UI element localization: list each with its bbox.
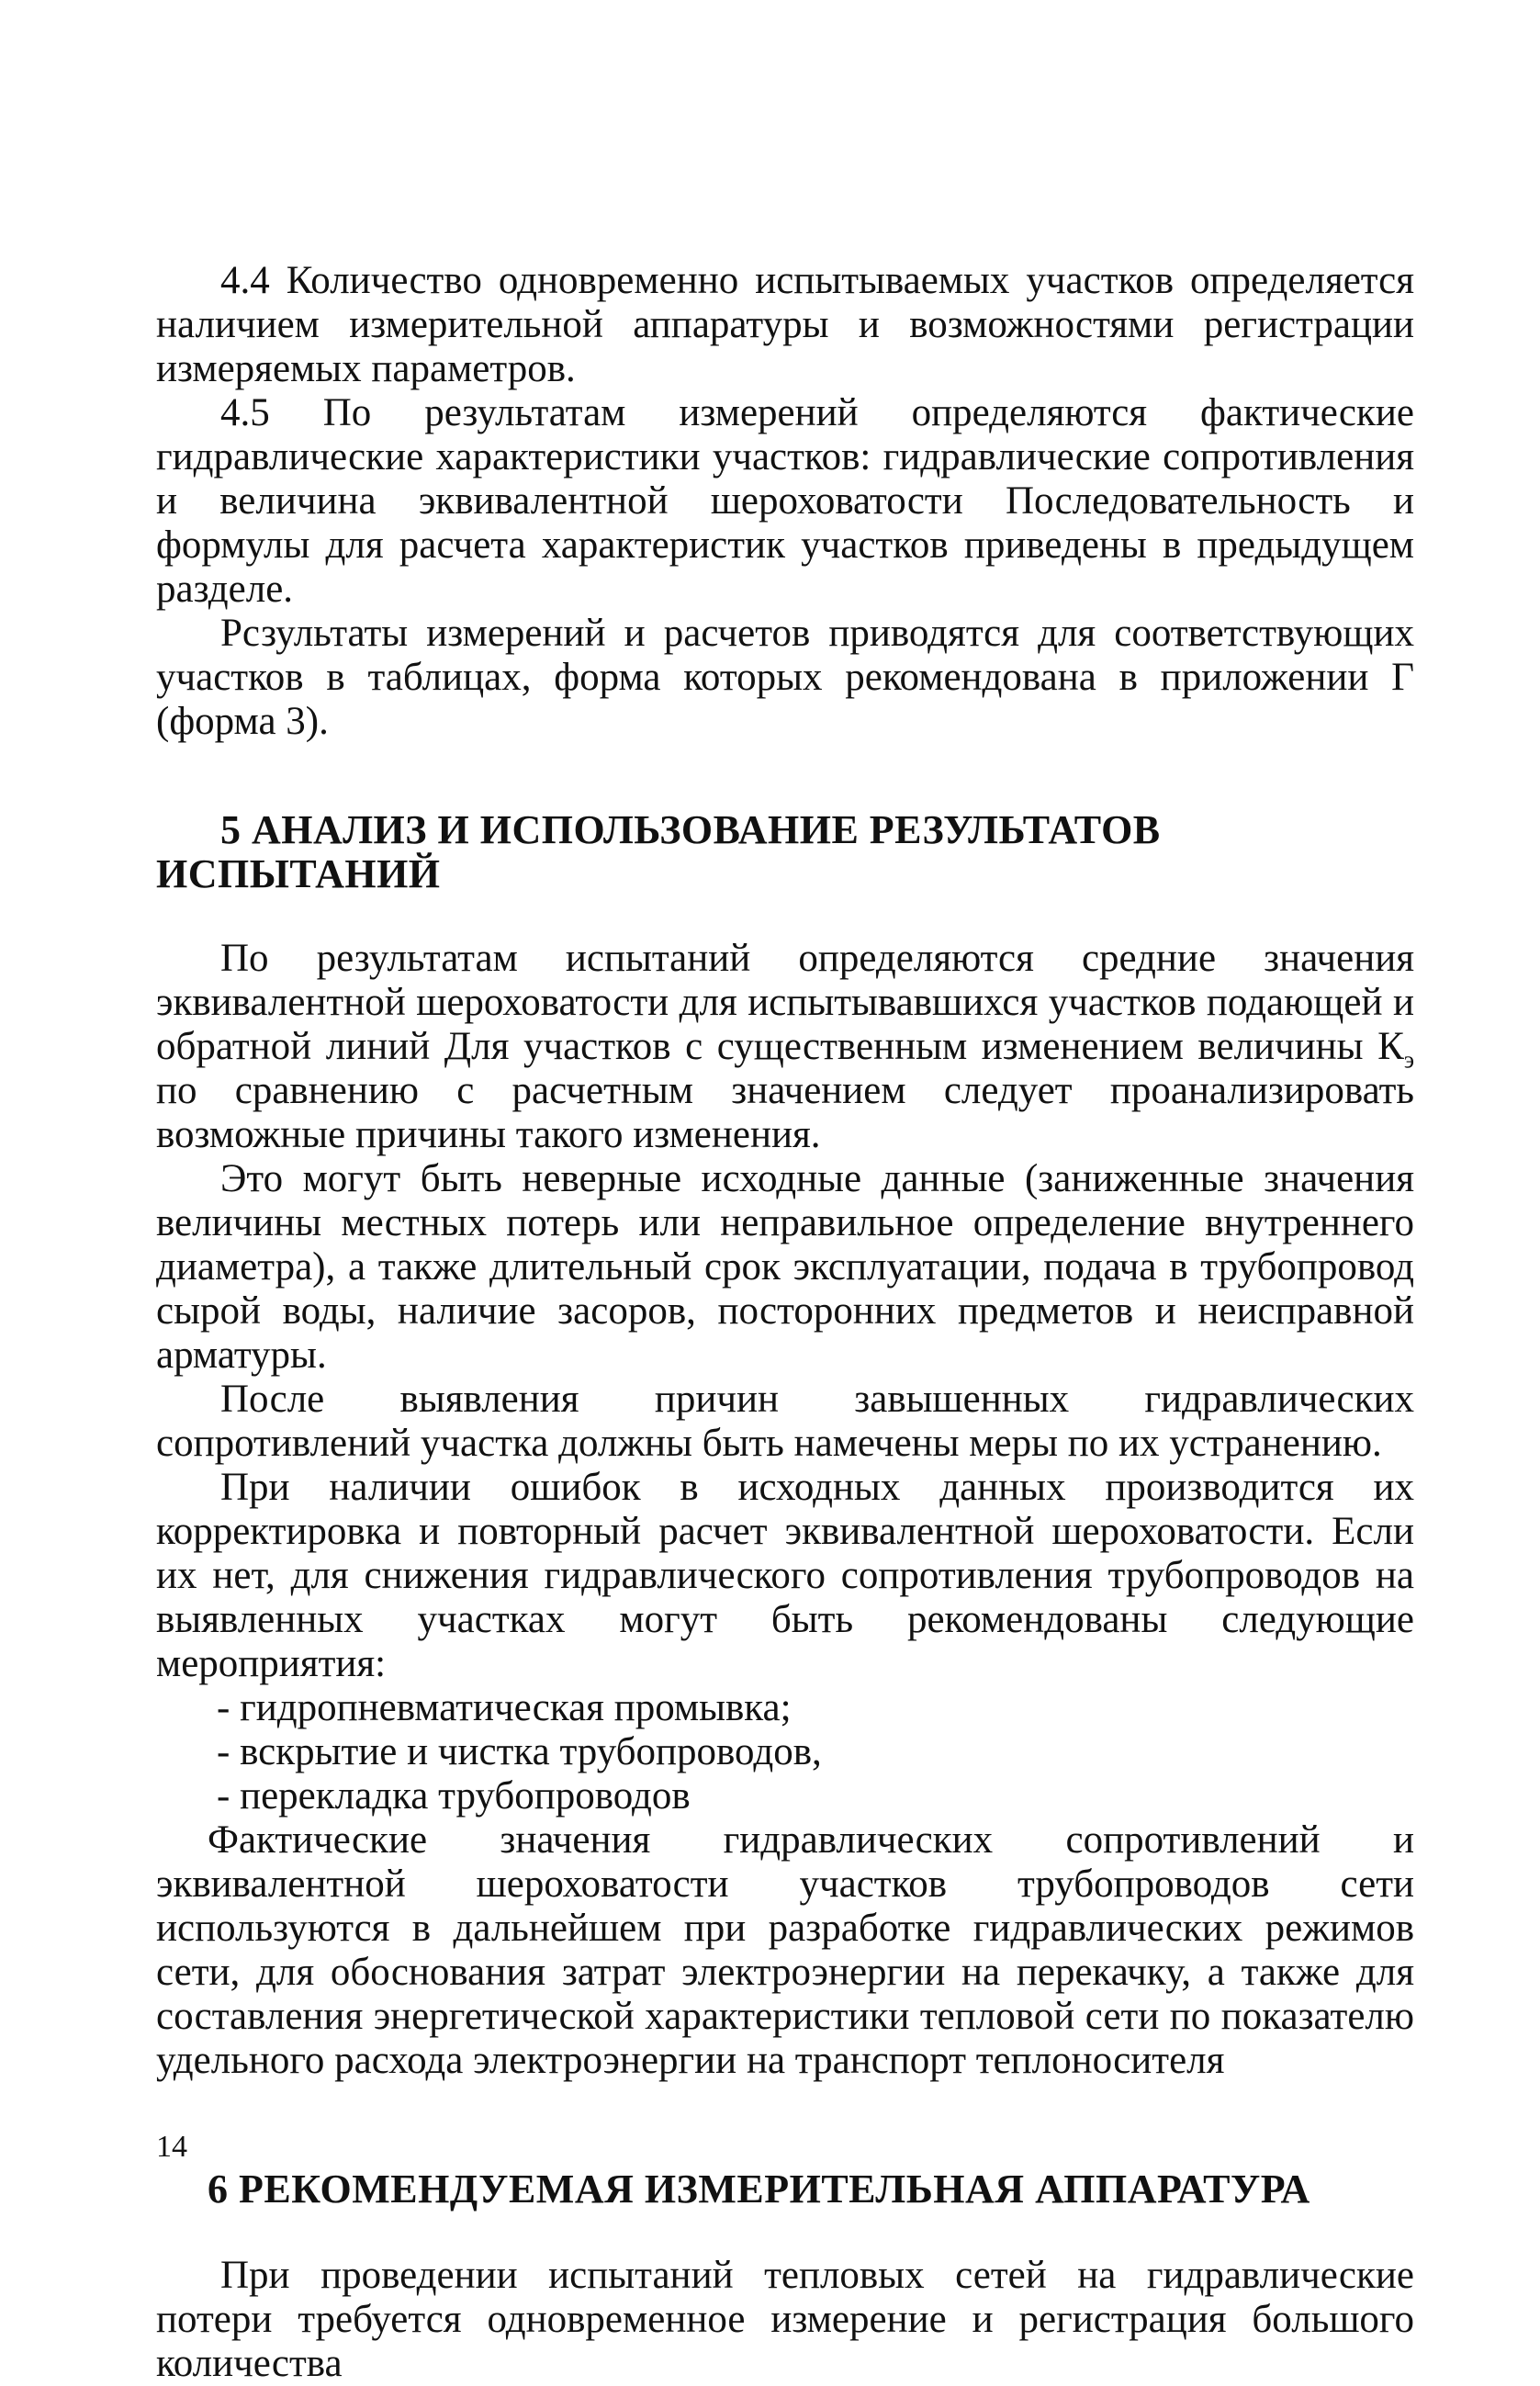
list-item-relaying: - перекладка трубопроводов xyxy=(217,1774,691,1818)
section-5-paragraph-5: Фактические значения гидравлических сопротивлений и эквивалентной шероховатости участков трубопроводов сети используются в дальнейшем при разработке гидравлических режимов сети, для обоснования затрат электроэнергии на перекачку, а также для составления энергетической характеристики тепловой сети по показателю удельного расхода электроэнергии на транспорт теплоносителя xyxy=(156,1818,1414,2082)
section-5-paragraph-2: Это могут быть неверные исходные данные (заниженные значения величины местных потерь или неправильное определение внутреннего диаметра), а также длительный срок эксплуатации, подача в трубопровод сырой воды, наличие засоров, посторонних предметов и неисправной арматуры. xyxy=(156,1157,1414,1377)
page-number: 14 xyxy=(156,2130,187,2164)
section-5-heading-line1: 5 АНАЛИЗ И ИСПОЛЬЗОВАНИЕ РЕЗУЛЬТАТОВ xyxy=(220,807,1161,852)
section-6-heading: 6 РЕКОМЕНДУЕМАЯ ИЗМЕРИТЕЛЬНАЯ АППАРАТУРА xyxy=(208,2167,1310,2212)
paragraph-4-4: 4.4 Количество одновременно испытываемых участков определяется наличием измерительной аппаратуры и возможностями регистрации измеряемых параметров. xyxy=(156,259,1414,390)
section-6-paragraph-1: При проведении испытаний тепловых сетей на гидравлические потери требуется одновременное измерение и регистрация большого количества xyxy=(156,2254,1414,2385)
section-5-heading-line2: ИСПЫТАНИЙ xyxy=(156,851,441,896)
list-item-flushing: - гидропневматическая промывка; xyxy=(217,1686,792,1729)
document-page xyxy=(156,259,1414,2386)
section-5-heading xyxy=(156,808,1414,896)
k-subscript: э xyxy=(1403,1046,1414,1074)
paragraph-results: Рсзультаты измерений и расчетов приводятся для соответствующих участков в таблицах, форма которых рекомендована в приложении Г (форма 3). xyxy=(156,612,1414,743)
paragraph-4-5: 4.5 По результатам измерений определяются фактические гидравлические характеристики участков: гидравлические сопротивления и величина эквивалентной шероховатости Последовательность и формулы для расчета характеристик участков приведены в предыдущем разделе. xyxy=(156,391,1414,611)
section-5-paragraph-1-start: По результатам испытаний определяются средние значения эквивалентной шероховатости для испытывавшихся участков подающей и обратной линий Для участков с существенным изменением величины К xyxy=(156,937,1414,1068)
section-5-paragraph-3: После выявления причин завышенных гидравлических сопротивлений участка должны быть намечены меры по их устранению. xyxy=(156,1378,1414,1465)
section-5-paragraph-4: При наличии ошибок в исходных данных производится их корректировка и повторный расчет эквивалентной шероховатости. Если их нет, для снижения гидравлического сопротивления трубопроводов на выявленных участках могут быть рекомендованы следующие мероприятия: xyxy=(156,1466,1414,1685)
section-5-paragraph-1-end: по сравнению с расчетным значением следует проанализировать возможные причины такого изменения. xyxy=(156,1069,1414,1156)
list-item-opening-cleaning: - вскрытие и чистка трубопроводов, xyxy=(217,1730,822,1773)
section-5-paragraph-1 xyxy=(156,937,1414,1157)
